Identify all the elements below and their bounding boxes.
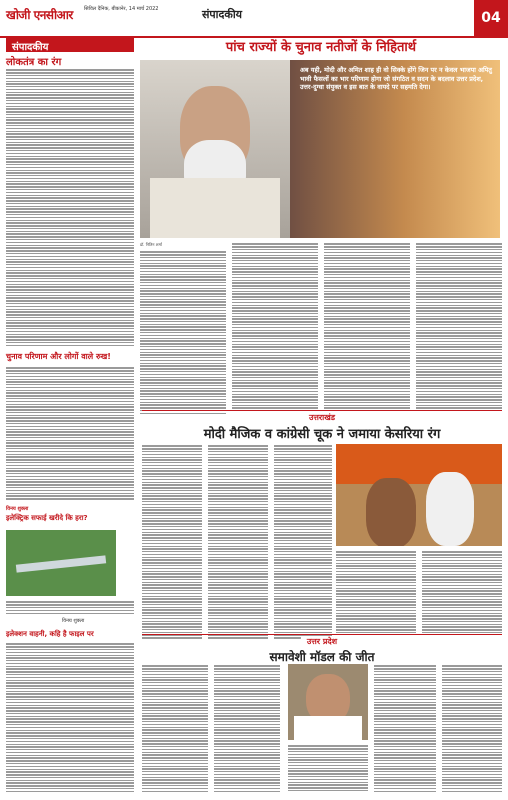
bottom-body	[6, 642, 134, 796]
section-title: संपादकीय	[202, 8, 243, 21]
main-photo	[140, 60, 500, 238]
up-body-col5	[442, 664, 502, 796]
main-body-col3	[324, 242, 410, 416]
side-headline: इलेक्ट्रिक सफाई खरीदे कि हरा?	[6, 514, 88, 522]
uttarakhand-body-col3	[274, 444, 332, 640]
section-label-uttarakhand: उत्तराखंड	[303, 412, 341, 423]
dateline: सिविल दैनिक, बीकानेर, 14 मार्च 2022	[84, 6, 159, 12]
up-photo	[288, 664, 368, 740]
up-body-col1	[142, 664, 208, 796]
page-number: 04	[474, 0, 508, 36]
uttarakhand-photo	[336, 444, 502, 546]
side-photo	[6, 530, 116, 596]
uttarakhand-body-col1	[142, 444, 202, 640]
main-headline: पांच राज्यों के चुनाव नतीजों के निहितार्थ	[225, 40, 417, 55]
section-label-up: उत्तर प्रदेश	[301, 636, 343, 647]
uttarakhand-body-col2	[208, 444, 268, 640]
section-divider-uttarakhand	[142, 410, 502, 423]
column-headline: चुनाव परिणाम और लोगों वाले रुख!	[6, 352, 111, 361]
side-byline: विनय शुक्ला	[6, 506, 29, 512]
main-body-col1	[140, 250, 226, 416]
editorial-badge	[6, 38, 134, 52]
up-headline: समावेशी मॉडल की जीत	[269, 650, 375, 664]
up-body-col3	[288, 744, 368, 796]
editorial-body	[6, 68, 134, 348]
uttarakhand-body-col4	[336, 550, 416, 640]
uttarakhand-body-col5	[422, 550, 502, 640]
pull-quote: अब यही, मोदी और अमित शाह ही वो सिक्के होंगे जिन पर न केवल भाजपा अपितु भावी फैसलों का भार परिणाम होगा जो संगठित व सदन के बदलाव उत्तर प्रदेश, उत्तर-दुग्धा संयुक्त व इस बात के वायदे पर सहमति देगा।	[300, 66, 492, 92]
side-body	[6, 600, 134, 618]
bottom-headline: इलेक्शन वाहनी, कहि है फाइल पर	[6, 630, 94, 638]
editorial-headline: लोकतंत्र का रंग	[6, 57, 62, 68]
main-byline: डॉ. नितिन शर्मा	[140, 242, 162, 247]
main-body-col2	[232, 242, 318, 416]
editorial-badge-label: संपादकीय	[12, 42, 49, 53]
up-body-col2	[214, 664, 280, 796]
newspaper-logo: खोजी एनसीआर	[6, 8, 73, 22]
section-divider-up	[142, 634, 502, 647]
column-body	[6, 366, 134, 502]
main-body-col4	[416, 242, 502, 416]
up-body-col4	[374, 664, 436, 796]
uttarakhand-headline: मोदी मैजिक व कांग्रेसी चूक ने जमाया केसरिया रंग	[203, 427, 441, 442]
bottom-byline: विनय शुक्ला	[62, 618, 85, 624]
masthead	[0, 0, 508, 38]
